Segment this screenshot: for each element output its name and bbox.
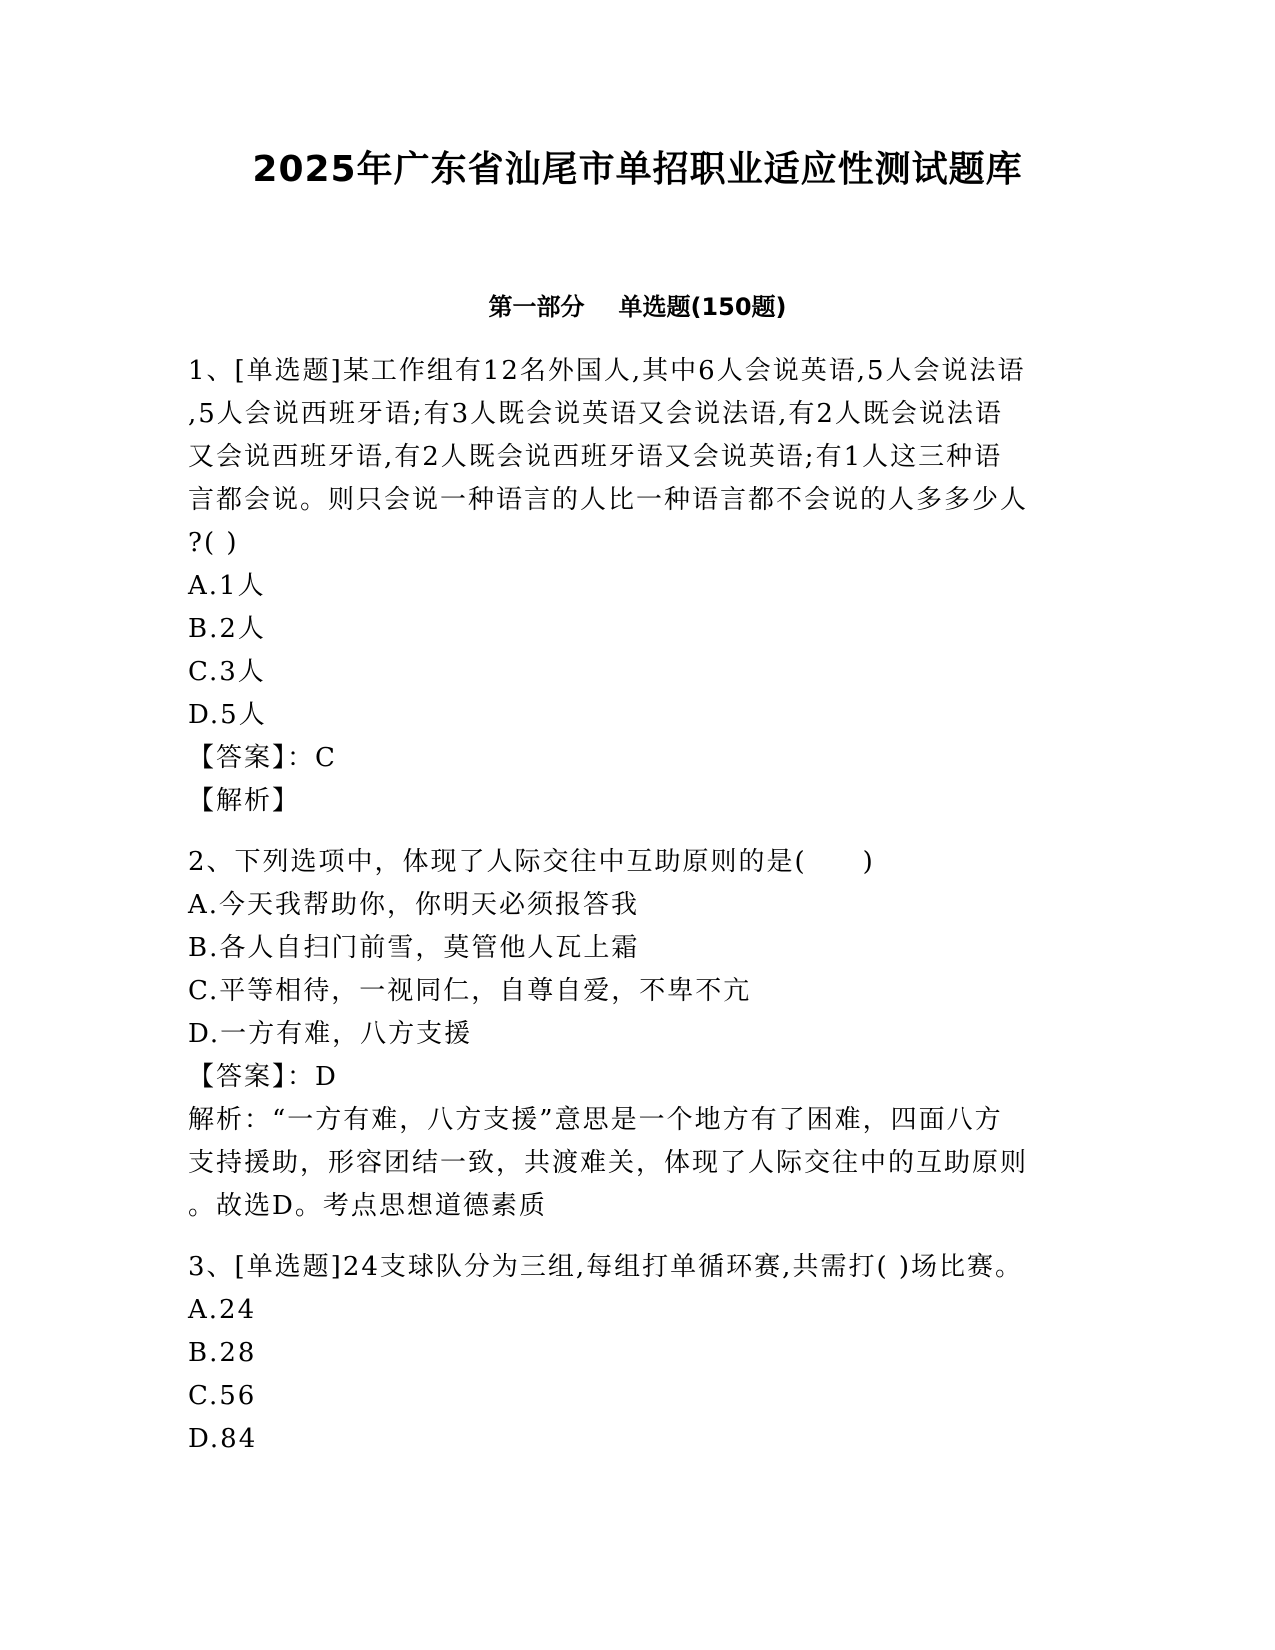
answer-line: 【答案】：D: [188, 1062, 338, 1092]
document-title: 2025年广东省汕尾市单招职业适应性测试题库: [252, 149, 1023, 190]
option-c: C.3人: [188, 657, 266, 687]
option-d: D.5人: [188, 700, 267, 730]
question-stem-line: 1、[单选题]某工作组有12名外国人,其中6人会说英语,5人会说法语: [188, 356, 1026, 386]
question-stem-line: ,5人会说西班牙语;有3人既会说英语又会说法语,有2人既会说法语: [188, 399, 1003, 429]
option-b: B.各人自扫门前雪，莫管他人瓦上霜: [188, 933, 640, 963]
section-part-label: 第一部分: [488, 293, 585, 321]
question-3: [188, 1246, 1088, 1461]
analysis-line: 。故选D。考点思想道德素质: [188, 1191, 547, 1221]
question-1: [188, 350, 1088, 823]
question-list: [188, 350, 1088, 1461]
analysis-line: 支持援助，形容团结一致，共渡难关，体现了人际交往中的互助原则: [188, 1148, 1029, 1178]
answer-line: 【答案】：C: [188, 743, 337, 773]
analysis-line: 解析：“一方有难，八方支援”意思是一个地方有了困难，四面八方: [188, 1105, 1003, 1135]
question-stem-line: 3、[单选题]24支球队分为三组,每组打单循环赛,共需打( )场比赛。: [188, 1252, 1023, 1282]
option-b: B.2人: [188, 614, 266, 644]
question-stem-line: ?( ): [188, 528, 239, 558]
option-a: A.1人: [188, 571, 266, 601]
question-2: [188, 841, 1088, 1228]
option-c: C.平等相待，一视同仁，自尊自爱，不卑不亢: [188, 976, 752, 1006]
option-d: D.84: [188, 1424, 258, 1454]
section-name-label: 单选题(150题): [618, 293, 787, 321]
question-stem-line: 又会说西班牙语,有2人既会说西班牙语又会说英语;有1人这三种语: [188, 442, 1003, 472]
option-b: B.28: [188, 1338, 257, 1368]
section-heading: [0, 290, 1275, 324]
question-stem-line: 言都会说。则只会说一种语言的人比一种语言都不会说的人多多少人: [188, 485, 1029, 515]
option-c: C.56: [188, 1381, 257, 1411]
option-a: A.24: [188, 1295, 257, 1325]
question-stem-line: 2、下列选项中，体现了人际交往中互助原则的是( ): [188, 847, 875, 877]
analysis-line: 【解析】: [188, 786, 301, 816]
option-d: D.一方有难，八方支援: [188, 1019, 473, 1049]
option-a: A.今天我帮助你，你明天必须报答我: [188, 890, 640, 920]
